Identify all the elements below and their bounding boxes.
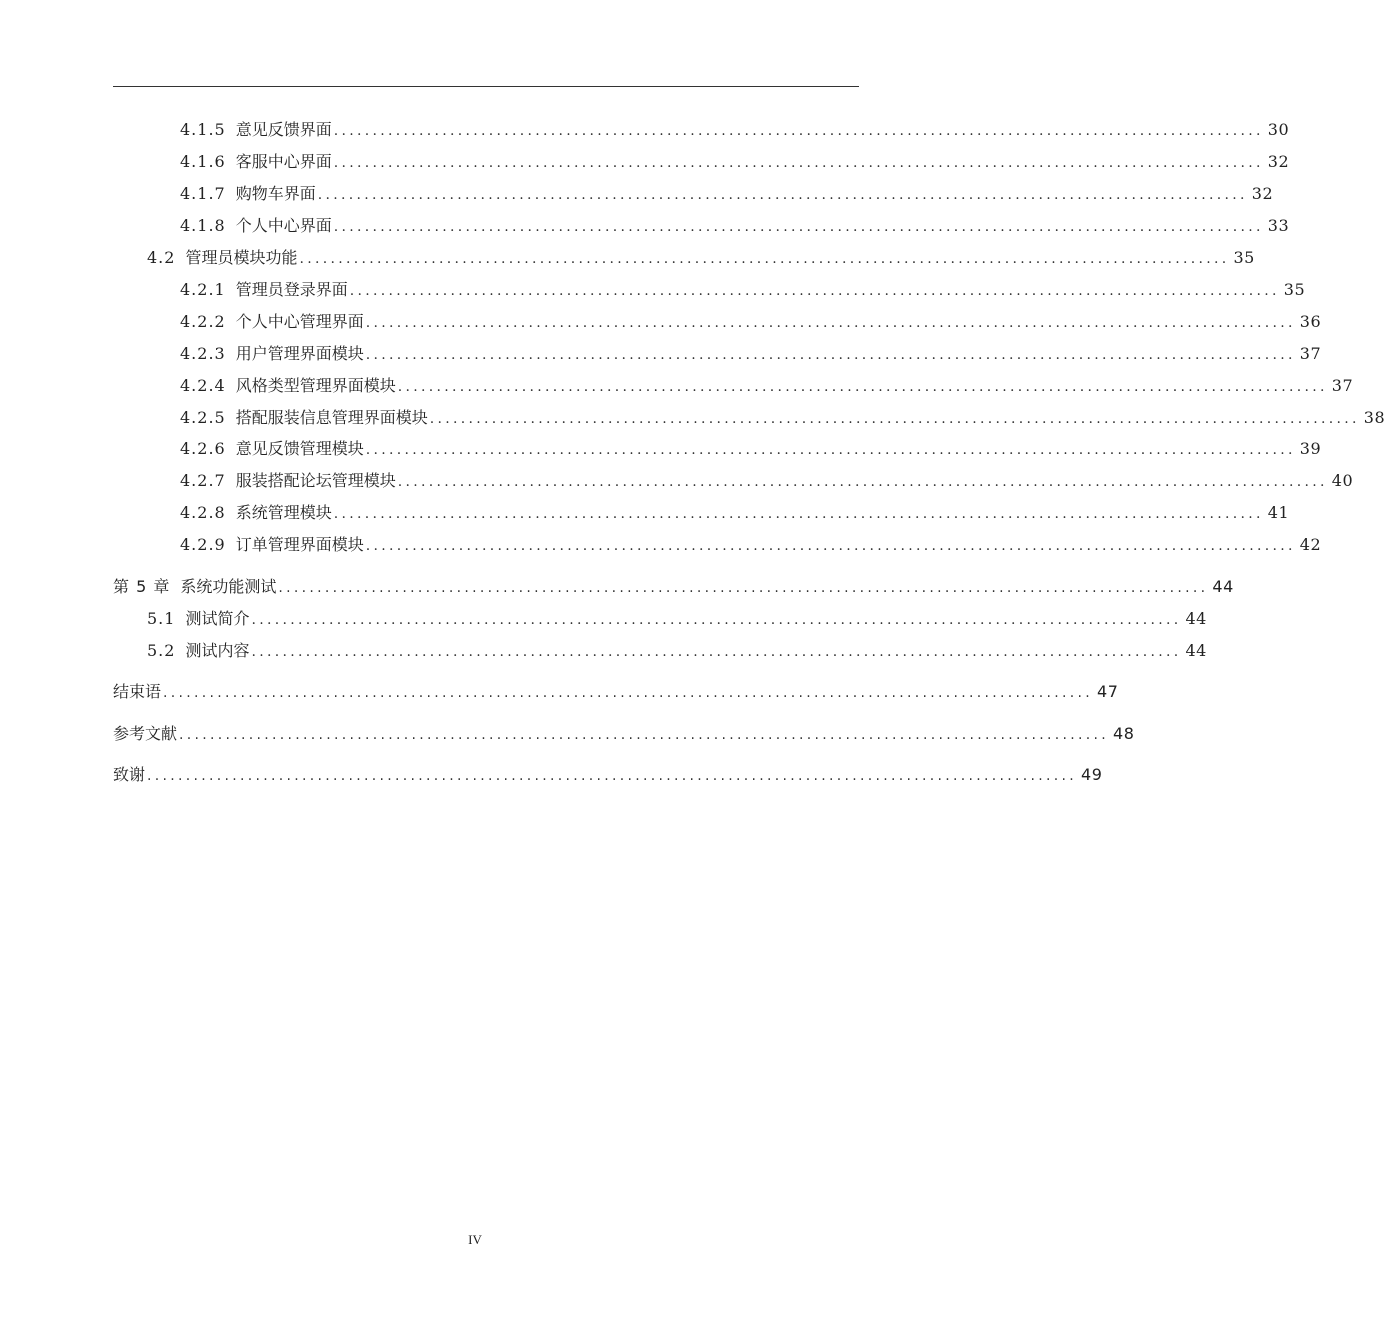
toc-entry[interactable] — [180, 408, 1385, 429]
toc-entry-page: 37 — [1299, 344, 1322, 363]
toc-entry-number: 4.1.6 — [180, 152, 226, 171]
toc-entry[interactable] — [180, 535, 1322, 556]
dot-leader: ........................................................................................................................ — [333, 506, 1264, 522]
toc-entry-title: 管理员模块功能 — [185, 248, 298, 267]
toc-entry-title: 管理员登录界面 — [235, 280, 348, 299]
dot-leader: ........................................................................................................................ — [147, 768, 1078, 784]
toc-entry-number: 4.2.7 — [180, 471, 226, 490]
toc-entry-number: 4.1.7 — [180, 184, 226, 203]
toc-entry-title: 搭配服装信息管理界面模块 — [235, 408, 428, 427]
toc-entry-page: 42 — [1299, 535, 1322, 554]
toc-entry-page: 30 — [1267, 120, 1290, 139]
toc-entry-title: 意见反馈界面 — [235, 120, 332, 139]
toc-entry-number: 4.1.8 — [180, 216, 226, 235]
toc-entry-number: 第 5 章 — [113, 577, 171, 596]
toc-entry-number: 4.1.5 — [180, 120, 226, 139]
toc-chapter-entry[interactable] — [113, 682, 1119, 703]
toc-entry-number: 4.2 — [147, 248, 176, 267]
toc-entry-title: 订单管理界面模块 — [235, 535, 364, 554]
toc-entry-title: 系统管理模块 — [235, 503, 332, 522]
dot-leader: ........................................................................................................................ — [365, 315, 1296, 331]
toc-chapter-entry[interactable] — [113, 577, 1234, 598]
dot-leader: ........................................................................................................................ — [365, 347, 1296, 363]
toc-entry-number: 4.2.5 — [180, 408, 226, 427]
toc-entry-page: 32 — [1251, 184, 1274, 203]
toc-entry[interactable] — [180, 376, 1354, 397]
toc-entry-number: 4.2.1 — [180, 280, 226, 299]
toc-entry-page: 39 — [1299, 439, 1322, 458]
dot-leader: ........................................................................................................................ — [349, 283, 1280, 299]
dot-leader: ........................................................................................................................ — [429, 411, 1360, 427]
dot-leader: ........................................................................................................................ — [163, 685, 1094, 701]
toc-entry-title: 致谢 — [113, 765, 146, 784]
toc-entry-number: 4.2.6 — [180, 439, 226, 458]
toc-entry-title: 结束语 — [113, 682, 162, 701]
toc-entry-page: 41 — [1267, 503, 1290, 522]
toc-entry-title: 购物车界面 — [235, 184, 316, 203]
toc-entry-page: 44 — [1212, 577, 1234, 596]
toc-entry-number: 4.2.3 — [180, 344, 226, 363]
toc-entry[interactable] — [180, 471, 1354, 492]
toc-entry-page: 35 — [1233, 248, 1255, 267]
toc-entry-title: 参考文献 — [113, 724, 178, 743]
toc-entry-title: 服装搭配论坛管理模块 — [235, 471, 396, 490]
dot-leader: ........................................................................................................................ — [251, 612, 1182, 628]
toc-entry[interactable] — [147, 248, 1255, 269]
toc-entry-page: 44 — [1185, 641, 1207, 660]
toc-entry-page: 37 — [1331, 376, 1354, 395]
header-rule — [113, 86, 859, 87]
dot-leader: ........................................................................................................................ — [333, 219, 1264, 235]
toc-entry-title: 意见反馈管理模块 — [235, 439, 364, 458]
dot-leader: ........................................................................................................................ — [278, 580, 1209, 596]
page-number: IV — [468, 1232, 482, 1247]
toc-entry[interactable] — [180, 216, 1290, 237]
toc-entry-page: 44 — [1185, 609, 1207, 628]
toc-entry-page: 48 — [1113, 724, 1135, 743]
dot-leader: ........................................................................................................................ — [397, 379, 1328, 395]
toc-entry-page: 49 — [1081, 765, 1103, 784]
toc-entry-number: 4.2.8 — [180, 503, 226, 522]
toc-entry-title: 测试内容 — [185, 641, 250, 660]
toc-entry[interactable] — [180, 503, 1290, 524]
toc-entry-number: 4.2.9 — [180, 535, 226, 554]
toc-entry-number: 4.2.2 — [180, 312, 226, 331]
toc-entry[interactable] — [180, 280, 1306, 301]
toc-entry[interactable] — [180, 184, 1274, 205]
toc-entry-page: 36 — [1299, 312, 1322, 331]
dot-leader: ........................................................................................................................ — [333, 155, 1264, 171]
toc-entry-number: 4.2.4 — [180, 376, 226, 395]
dot-leader: ........................................................................................................................ — [251, 644, 1182, 660]
toc-entry-number: 5.1 — [147, 609, 176, 628]
toc-entry-title: 个人中心界面 — [235, 216, 332, 235]
toc-entry-page: 32 — [1267, 152, 1290, 171]
dot-leader: ........................................................................................................................ — [365, 442, 1296, 458]
toc-entry-title: 个人中心管理界面 — [235, 312, 364, 331]
toc-entry-page: 33 — [1267, 216, 1290, 235]
toc-chapter-entry[interactable] — [113, 765, 1103, 786]
dot-leader: ........................................................................................................................ — [317, 187, 1248, 203]
toc-entry[interactable] — [180, 439, 1322, 460]
toc-entry[interactable] — [180, 152, 1290, 173]
toc-entry-page: 47 — [1097, 682, 1119, 701]
toc-entry-page: 38 — [1363, 408, 1385, 427]
toc-entry-number: 5.2 — [147, 641, 176, 660]
toc-entry[interactable] — [180, 312, 1322, 333]
dot-leader: ........................................................................................................................ — [299, 251, 1230, 267]
toc-entry[interactable] — [147, 641, 1207, 662]
dot-leader: ........................................................................................................................ — [333, 123, 1264, 139]
toc-entry[interactable] — [147, 609, 1207, 630]
dot-leader: ........................................................................................................................ — [179, 727, 1110, 743]
toc-chapter-entry[interactable] — [113, 724, 1135, 745]
toc-entry[interactable] — [180, 344, 1322, 365]
toc-entry-title: 客服中心界面 — [235, 152, 332, 171]
toc-entry-page: 40 — [1331, 471, 1354, 490]
toc-entry[interactable] — [180, 120, 1290, 141]
dot-leader: ........................................................................................................................ — [397, 474, 1328, 490]
toc-entry-page: 35 — [1283, 280, 1306, 299]
toc-entry-title: 系统功能测试 — [180, 577, 277, 596]
toc-entry-title: 用户管理界面模块 — [235, 344, 364, 363]
toc-entry-title: 测试简介 — [185, 609, 250, 628]
toc-entry-title: 风格类型管理界面模块 — [235, 376, 396, 395]
dot-leader: ........................................................................................................................ — [365, 538, 1296, 554]
